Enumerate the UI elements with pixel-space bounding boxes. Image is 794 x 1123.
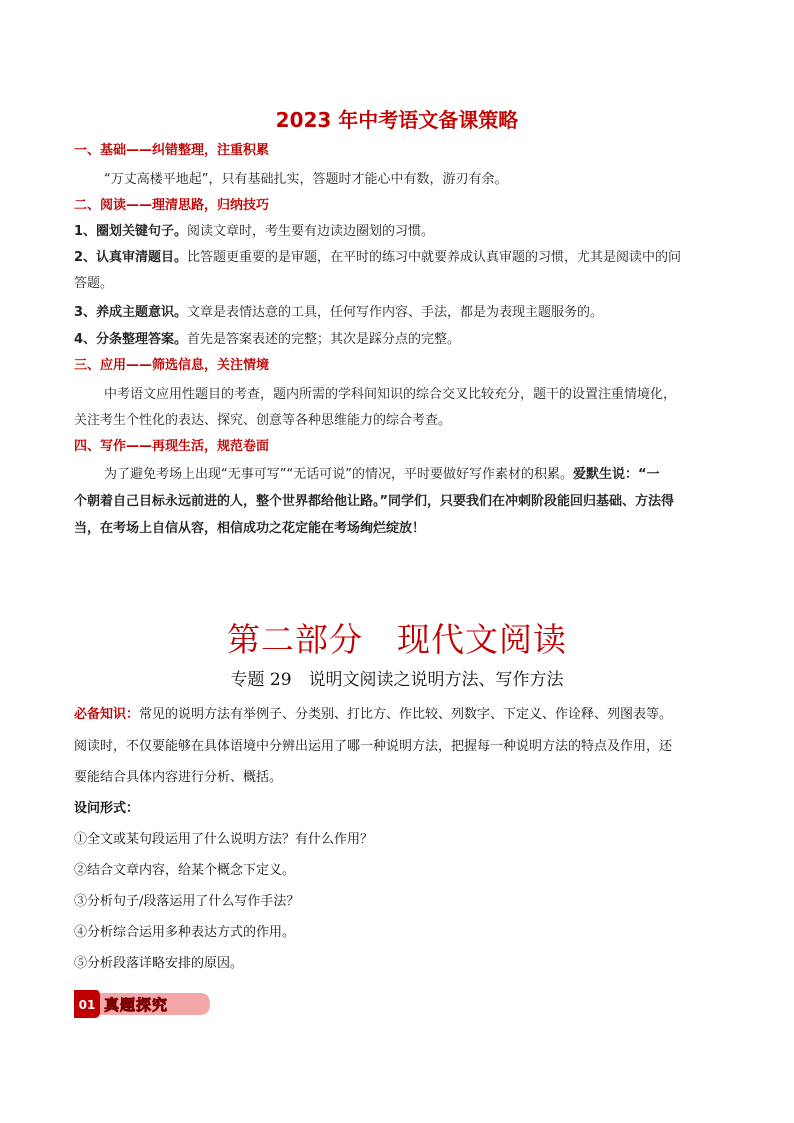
badge-number: 01 bbox=[78, 998, 96, 1012]
badge-graphic bbox=[72, 990, 212, 1018]
section-2-heading: 二、阅读——理清思路，归纳技巧 bbox=[74, 198, 270, 213]
s4-text-a: 为了避免考场上出现“无事可写”“无话可说”的情况，平时要做好写作素材的积累。 bbox=[104, 467, 573, 482]
knowledge-text: 常见的说明方法有举例子、分类别、打比方、作比较、列数字、下定义、作诠释、列图表等。 bbox=[139, 707, 673, 722]
section-4-paragraph-line-3: 当，在考场上自信从容，相信成功之花定能在考场绚烂绽放！ bbox=[74, 521, 426, 536]
question-item: ④分析综合运用多种表达方式的作用。 bbox=[74, 925, 296, 940]
section-2-item-4 bbox=[74, 330, 724, 350]
section-3-paragraph-line-2: 关注考生个性化的表达、探究、创意等各种思维能力的综合考查。 bbox=[74, 413, 452, 428]
knowledge-line-1 bbox=[74, 705, 724, 725]
s4-text-b: 爱默生说：“一 bbox=[572, 467, 660, 482]
section-badge bbox=[72, 990, 212, 1018]
section-2-item-2-cont: 答题。 bbox=[74, 276, 114, 291]
question-item: ⑤分析段落详略安排的原因。 bbox=[74, 956, 244, 971]
section-1-paragraph: “万丈高楼平地起”，只有基础扎实，答题时才能心中有数，游刃有余。 bbox=[104, 172, 508, 187]
section-3-heading: 三、应用——筛选信息，关注情境 bbox=[74, 358, 270, 373]
part-title: 第二部分 现代文阅读 bbox=[227, 620, 567, 659]
topic-title: 专题 29 说明文阅读之说明方法、写作方法 bbox=[230, 670, 564, 690]
item-2-label: 2、认真审清题目。 bbox=[74, 250, 188, 265]
knowledge-label: 必备知识： bbox=[74, 707, 140, 722]
question-forms-label: 设问形式： bbox=[74, 801, 140, 816]
knowledge-line-2: 阅读时，不仅要能够在具体语境中分辨出运用了哪一种说明方法，把握每一种说明方法的特点及作用，还 bbox=[74, 739, 673, 754]
item-1-label: 1、圈划关键句子。 bbox=[74, 224, 188, 239]
section-2-item-3 bbox=[74, 303, 724, 323]
item-4-label: 4、分条整理答案。 bbox=[74, 332, 188, 347]
badge-text: 真题探究 bbox=[104, 996, 169, 1014]
knowledge-line-3: 要能结合具体内容进行分析、概括。 bbox=[74, 770, 283, 785]
section-4-paragraph-line-2: 个朝着自己目标永远前进的人，整个世界都给他让路。”同学们，只要我们在冲刺阶段能回归基础、方法得 bbox=[74, 494, 675, 509]
document-title: 2023 年中考语文备课策略 bbox=[275, 108, 519, 132]
item-2-text: 比答题更重要的是审题，在平时的练习中就要养成认真审题的习惯，尤其是阅读中的问 bbox=[187, 250, 682, 265]
section-4-paragraph-line-1 bbox=[104, 465, 754, 485]
item-4-text: 首先是答案表述的完整；其次是踩分点的完整。 bbox=[187, 332, 461, 347]
item-3-text: 文章是表情达意的工具，任何写作内容、手法，都是为表现主题服务的。 bbox=[187, 305, 604, 320]
question-item: ②结合文章内容，给某个概念下定义。 bbox=[74, 863, 296, 878]
section-2-item-2 bbox=[74, 248, 724, 268]
item-3-label: 3、养成主题意识。 bbox=[74, 305, 188, 320]
section-1-heading: 一、基础——纠错整理，注重积累 bbox=[74, 143, 270, 158]
item-1-text: 阅读文章时，考生要有边读边圈划的习惯。 bbox=[187, 224, 435, 239]
section-3-paragraph-line-1: 中考语文应用性题目的考查，题内所需的学科间知识的综合交叉比较充分，题干的设置注重情境化， bbox=[104, 387, 677, 402]
section-4-heading: 四、写作——再现生活，规范卷面 bbox=[74, 439, 270, 454]
section-2-item-1 bbox=[74, 222, 724, 242]
question-item: ①全文或某句段运用了什么说明方法？有什么作用？ bbox=[74, 832, 374, 847]
question-item: ③分析句子/段落运用了什么写作手法？ bbox=[74, 894, 300, 909]
